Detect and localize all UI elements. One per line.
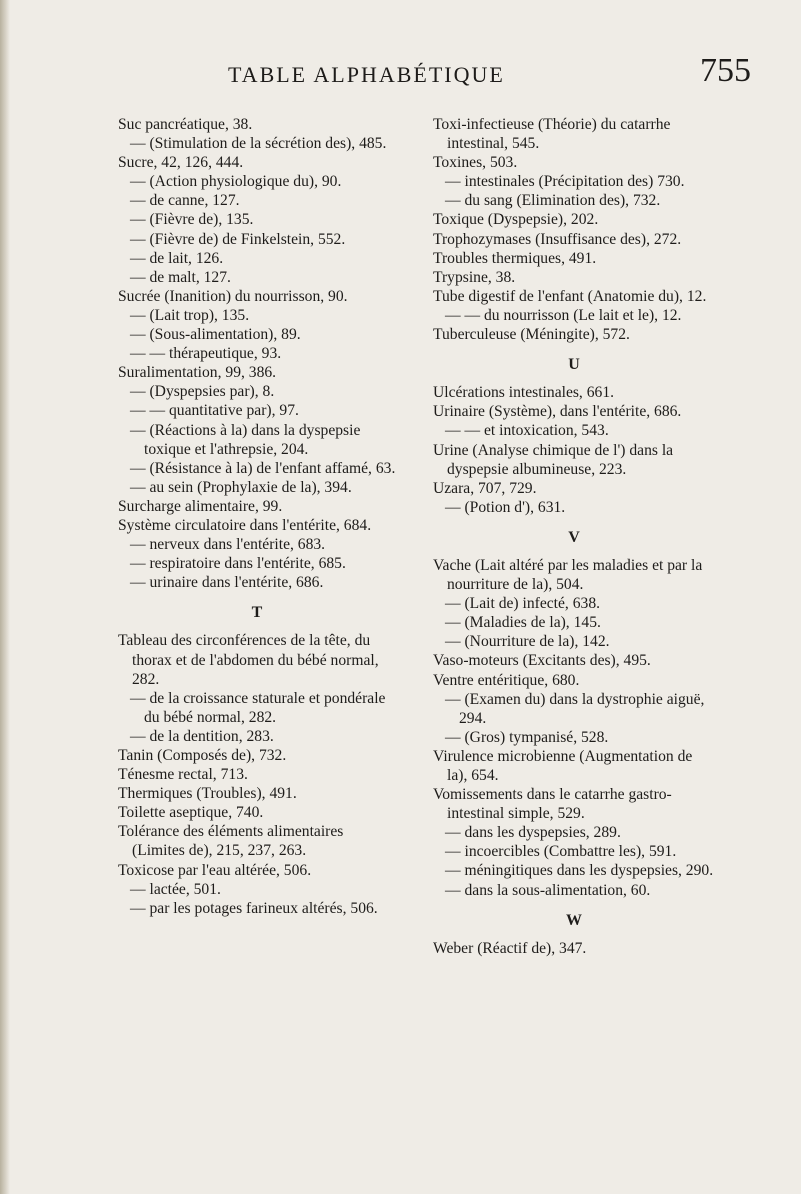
- index-entry: Trypsine, 38.: [433, 268, 516, 286]
- index-subentry: — dans la sous-alimentation, 60.: [445, 881, 651, 899]
- section-letter: U: [568, 356, 580, 374]
- index-column-right: [433, 115, 715, 958]
- index-subentry: — méningitiques dans les dyspepsies, 290.: [445, 862, 714, 880]
- index-subentry: — (Nourriture de la), 142.: [445, 633, 610, 651]
- index-subentry: — — et intoxication, 543.: [445, 422, 609, 440]
- index-column-left: [118, 115, 396, 918]
- index-subentry: — (Réactions à la) dans la dyspepsie toxique et l'athrepsie, 204.: [130, 421, 361, 458]
- page-binding-edge: [0, 0, 10, 1194]
- index-entry: Système circulatoire dans l'entérite, 684.: [118, 516, 372, 534]
- index-entry: Troubles thermiques, 491.: [433, 249, 597, 267]
- index-entry: Urine (Analyse chimique de l') dans la dyspepsie albumineuse, 223.: [433, 441, 674, 478]
- index-subentry: — du sang (Elimination des), 732.: [445, 192, 661, 210]
- index-subentry: — (Stimulation de la sécrétion des), 485.: [130, 135, 387, 153]
- index-entry: Toxines, 503.: [433, 154, 518, 172]
- index-subentry: — respiratoire dans l'entérite, 685.: [130, 555, 346, 573]
- index-subentry: — de la dentition, 283.: [130, 727, 274, 745]
- index-subentry: — — du nourrisson (Le lait et le), 12.: [445, 306, 682, 324]
- index-subentry: — (Examen du) dans la dystrophie aiguë, 294.: [445, 690, 705, 727]
- index-subentry: — (Maladies de la), 145.: [445, 614, 601, 632]
- index-entry: Ténesme rectal, 713.: [118, 766, 248, 784]
- index-entry: Toilette aseptique, 740.: [118, 804, 264, 822]
- index-subentry: — (Fièvre de) de Finkelstein, 552.: [130, 230, 346, 248]
- section-letter: V: [568, 528, 580, 546]
- index-subentry: — urinaire dans l'entérite, 686.: [130, 574, 324, 592]
- index-subentry: — — thérapeutique, 93.: [130, 345, 282, 363]
- index-entry: Uzara, 707, 729.: [433, 479, 537, 497]
- index-entry: Surcharge alimentaire, 99.: [118, 497, 283, 515]
- index-subentry: — — quantitative par), 97.: [130, 402, 299, 420]
- index-entry: Ulcérations intestinales, 661.: [433, 384, 615, 402]
- section-letter: T: [251, 604, 263, 622]
- index-subentry: — de lait, 126.: [130, 249, 224, 267]
- index-subentry: — nerveux dans l'entérite, 683.: [130, 536, 326, 554]
- index-entry: Suc pancréatique, 38.: [118, 116, 253, 133]
- index-entry: Sucre, 42, 126, 444.: [118, 154, 244, 172]
- index-subentry: — (Action physiologique du), 90.: [130, 173, 342, 191]
- index-subentry: — (Sous-alimentation), 89.: [130, 326, 301, 344]
- index-subentry: — de canne, 127.: [130, 192, 240, 210]
- index-entry: Virulence microbienne (Augmentation de la), 654.: [433, 747, 693, 784]
- index-subentry: — (Lait de) infecté, 638.: [445, 595, 601, 613]
- index-subentry: — par les potages farineux altérés, 506.: [130, 899, 378, 917]
- index-entry: Toxique (Dyspepsie), 202.: [433, 211, 599, 229]
- index-entry: Thermiques (Troubles), 491.: [118, 785, 297, 803]
- index-entry: Sucrée (Inanition) du nourrisson, 90.: [118, 287, 348, 305]
- index-entry: Suralimentation, 99, 386.: [118, 364, 277, 382]
- index-subentry: — de la croissance staturale et pondérale du bébé normal, 282.: [130, 689, 386, 726]
- index-subentry: — au sein (Prophylaxie de la), 394.: [130, 478, 352, 496]
- index-subentry: — lactée, 501.: [130, 880, 221, 898]
- index-entry: Tableau des circonférences de la tête, du thorax et de l'abdomen du bébé normal, 282.: [118, 632, 379, 688]
- index-subentry: — dans les dyspepsies, 289.: [445, 824, 621, 842]
- index-entry: Trophozymases (Insuffisance des), 272.: [433, 230, 682, 248]
- index-entry: Toxi-infectieuse (Théorie) du catarrhe intestinal, 545.: [433, 116, 671, 153]
- index-subentry: — (Dyspepsies par), 8.: [130, 383, 275, 401]
- index-subentry: — (Potion d'), 631.: [445, 498, 566, 516]
- index-entry: Vache (Lait altéré par les maladies et par la nourriture de la), 504.: [433, 556, 703, 594]
- index-entry: Tuberculeuse (Méningite), 572.: [433, 326, 630, 344]
- index-subentry: — de malt, 127.: [130, 268, 231, 286]
- index-entry: Weber (Réactif de), 347.: [433, 939, 587, 957]
- index-entry: Tube digestif de l'enfant (Anatomie du), 12.: [433, 287, 707, 305]
- section-letter: W: [566, 911, 582, 929]
- index-entry: Ventre entéritique, 680.: [433, 671, 580, 689]
- index-subentry: — (Lait trop), 135.: [130, 306, 250, 324]
- index-subentry: — (Gros) tympanisé, 528.: [445, 728, 609, 746]
- index-entry: Tolérance des éléments alimentaires (Limites de), 215, 237, 263.: [118, 823, 344, 860]
- index-subentry: — intestinales (Précipitation des) 730.: [445, 173, 685, 191]
- running-title: TABLE ALPHABÉTIQUE: [228, 62, 505, 87]
- page-number: 755: [700, 52, 751, 89]
- index-subentry: — (Fièvre de), 135.: [130, 211, 254, 229]
- index-subentry: — (Résistance à la) de l'enfant affamé, 63.: [130, 459, 396, 477]
- index-subentry: — incoercibles (Combattre les), 591.: [445, 843, 677, 861]
- index-entry: Vomissements dans le catarrhe gastro-intestinal simple, 529.: [433, 786, 672, 823]
- index-entry: Vaso-moteurs (Excitants des), 495.: [433, 652, 651, 670]
- index-entry: Urinaire (Système), dans l'entérite, 686.: [433, 403, 682, 421]
- index-entry: Toxicose par l'eau altérée, 506.: [118, 861, 312, 879]
- index-entry: Tanin (Composés de), 732.: [118, 747, 287, 764]
